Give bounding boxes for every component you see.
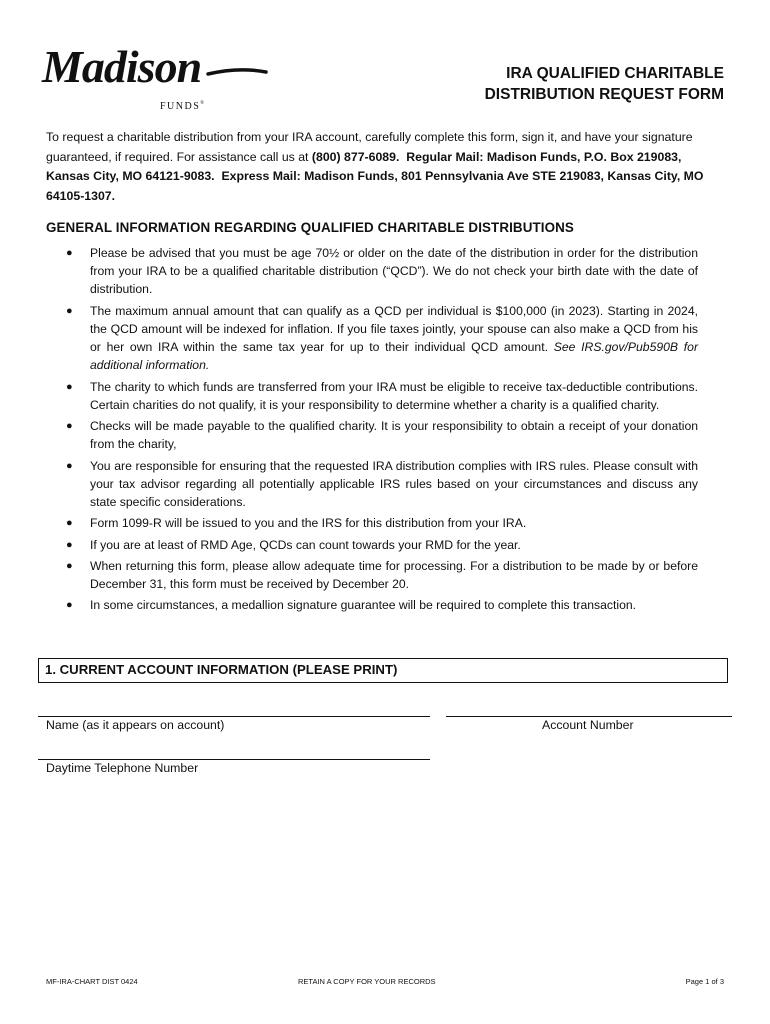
bullet-icon: ● <box>66 304 73 317</box>
bullet-icon: ● <box>66 420 73 433</box>
list-item: ● You are responsible for ensuring that the requested IRA distribution complies with IRS rules. Please consult with your tax advisor regarding all potentially applicable IRS rules based on your circumstances and discuss any state specific considerations. <box>66 458 698 510</box>
list-item: ● When returning this form, please allow adequate time for processing. For a distribution to be made by or before December 31, this form must be received by December 20. <box>66 558 698 592</box>
intro-text: To request a charitable distribution from your IRA account, carefully complete this form, sign it, and have your signature guaranteed, if required. For assistance call us at <box>46 130 693 164</box>
madison-wordmark-icon <box>40 40 270 100</box>
bullet-icon: ● <box>66 517 73 530</box>
daytime-phone-field[interactable] <box>38 759 430 760</box>
list-item: ● The charity to which funds are transferred from your IRA must be eligible to receive tax-deductible contributions. Certain charities do not qualify, it is your responsibility to determine whether a charity is a qualified charity. <box>66 379 698 412</box>
general-info-heading: GENERAL INFORMATION REGARDING QUALIFIED CHARITABLE DISTRIBUTIONS <box>46 220 574 235</box>
registered-mark: ® <box>200 101 205 106</box>
footer-retain-note: RETAIN A COPY FOR YOUR RECORDS <box>298 977 436 986</box>
form-title-line2: DISTRIBUTION REQUEST FORM <box>484 86 724 103</box>
section1-header: 1. CURRENT ACCOUNT INFORMATION (PLEASE PRINT) <box>38 658 728 683</box>
name-label: Name (as it appears on account) <box>46 718 225 732</box>
madison-funds-logo <box>40 40 270 120</box>
bullet-icon: ● <box>66 599 73 612</box>
bullet-icon: ● <box>66 538 73 551</box>
list-item: ● In some circumstances, a medallion signature guarantee will be required to complete this transaction. <box>46 596 698 614</box>
logo-subtitle: FUNDS <box>160 101 201 112</box>
express-mail-address: Express Mail: Madison Funds, 801 Pennsylvania Ave STE 219083, Kansas City, MO 64105-1307. <box>46 169 704 203</box>
svg-text:Madison: Madison <box>42 41 202 92</box>
list-item: ● Form 1099-R will be issued to you and the IRS for this distribution from your IRA. <box>46 514 698 532</box>
list-item: ● Checks will be made payable to the qualified charity. It is your responsibility to obtain a receipt of your donation from the charity, <box>66 419 698 452</box>
list-item: ● The maximum annual amount that can qualify as a QCD per individual is $100,000 (in 2023). Starting in 2024, the QCD amount will be indexed for inflation. If you file taxes jointly, your spouse can also make a QCD from his or her own IRA within the same tax year for up to their individual QCD amount. See IRS.gov/Pub590B for additional information. <box>66 303 699 373</box>
bullet-icon: ● <box>66 380 73 393</box>
regular-mail-address: Regular Mail: Madison Funds, P.O. Box 219083, Kansas City, MO 64121-9083. <box>46 149 682 183</box>
footer-page-number: Page 1 of 3 <box>685 977 724 986</box>
form-title <box>404 63 724 105</box>
footer-form-code: MF-IRA-CHART DIST 0424 <box>46 977 138 986</box>
general-info-list <box>46 244 698 618</box>
irs-reference: See IRS.gov/Pub590B for additional information. <box>90 340 699 373</box>
form-title-line1: IRA QUALIFIED CHARITABLE <box>506 65 724 82</box>
bullet-icon: ● <box>66 459 73 472</box>
bullet-icon: ● <box>66 247 73 259</box>
account-number-label: Account Number <box>542 718 634 732</box>
bullet-icon: ● <box>66 559 73 572</box>
daytime-phone-label: Daytime Telephone Number <box>46 761 199 775</box>
list-item: ● If you are at least of RMD Age, QCDs can count towards your RMD for the year. <box>46 536 698 554</box>
list-item: ● Please be advised that you must be age 70½ or older on the date of the distribution in order for the distribution from your IRA to be a qualified charitable distribution (“QCD”). We do not check your birth date with the date of distribution. <box>66 246 698 297</box>
name-field[interactable] <box>38 716 430 717</box>
phone-number: (800) 877-6089. <box>311 149 400 164</box>
account-number-field[interactable] <box>446 716 732 717</box>
intro-paragraph <box>46 128 722 206</box>
